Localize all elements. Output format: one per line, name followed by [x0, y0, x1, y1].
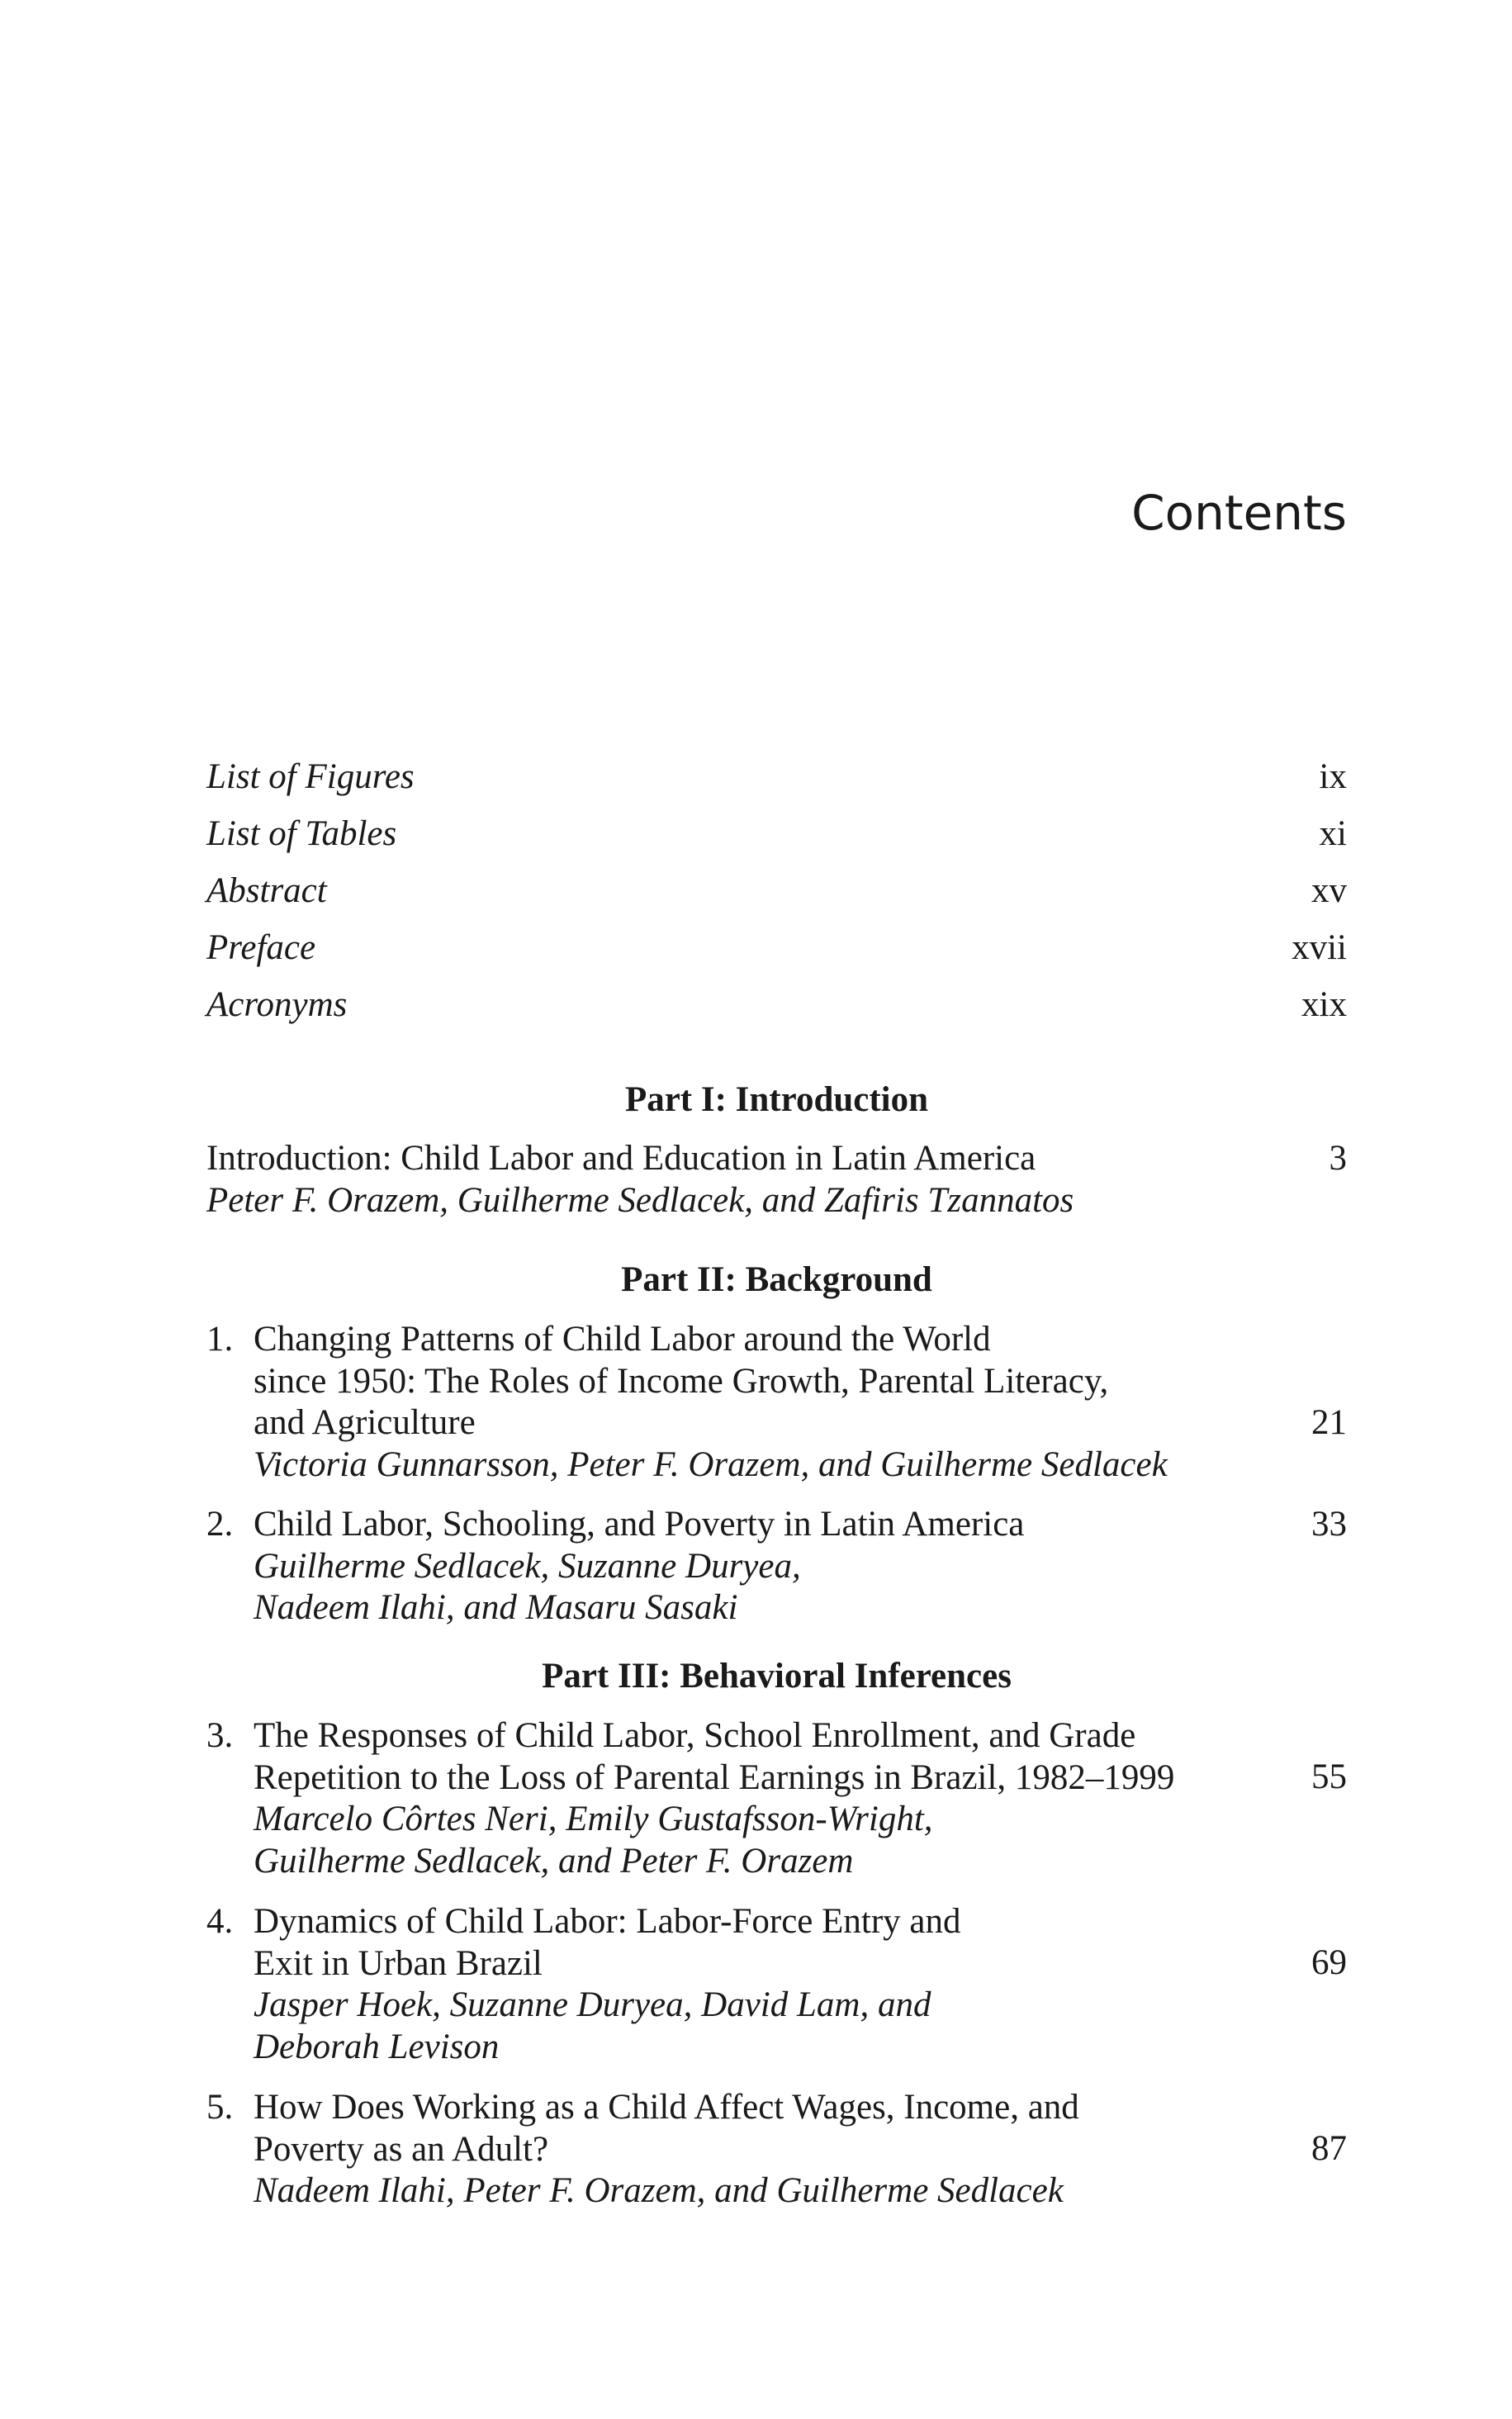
toc-entry-title-line: Introduction: Child Labor and Education in Latin America	[206, 1139, 1036, 1178]
page-title: Contents	[1131, 484, 1347, 541]
toc-entry[interactable]	[206, 1901, 1347, 2068]
toc-entry[interactable]	[206, 1319, 1347, 1486]
toc-entry[interactable]	[206, 2087, 1347, 2213]
toc-page-number: xi	[1319, 814, 1347, 853]
toc-front-label: List of Tables	[206, 814, 397, 853]
toc-entry-number: 3.	[206, 1716, 234, 1755]
toc-entry-authors-line: Guilherme Sedlacek, and Peter F. Orazem	[254, 1841, 854, 1881]
toc-page-number: 87	[1311, 2129, 1347, 2168]
toc-entry-authors-line: Nadeem Ilahi, Peter F. Orazem, and Guilherme Sedlacek	[254, 2171, 1064, 2210]
toc-front-label: List of Figures	[206, 757, 415, 796]
toc-entry-authors-line: Nadeem Ilahi, and Masaru Sasaki	[254, 1588, 738, 1627]
toc-entry-number: 1.	[206, 1320, 234, 1359]
toc-entry-body	[206, 1138, 1280, 1221]
toc-entry-title-line: Exit in Urban Brazil	[254, 1943, 543, 1983]
toc-entry-authors-line: Marcelo Côrtes Neri, Emily Gustafsson-Wright,	[254, 1800, 933, 1838]
toc-front-label: Acronyms	[206, 985, 348, 1024]
toc-entry-authors-line: Victoria Gunnarsson, Peter F. Orazem, and Guilherme Sedlacek	[254, 1444, 1168, 1484]
toc-entry-authors-line: Deborah Levison	[254, 2027, 500, 2066]
toc-page-number: xix	[1301, 985, 1347, 1024]
toc-entry-number: 5.	[206, 2088, 234, 2127]
toc-front-item[interactable]	[206, 756, 1347, 799]
toc-entry-number: 4.	[206, 1902, 234, 1941]
toc-entry-body	[254, 2087, 1261, 2213]
toc-entry-authors-line: Guilherme Sedlacek, Suzanne Duryea,	[254, 1546, 801, 1586]
toc-front-label: Preface	[206, 928, 316, 967]
toc-entry-title-line: The Responses of Child Labor, School Enrollment, and Grade	[254, 1716, 1136, 1755]
toc-entry-authors-line: Jasper Hoek, Suzanne Duryea, David Lam, and	[254, 1985, 931, 2024]
toc-page-number: 69	[1311, 1943, 1347, 1982]
toc-entry-title-line: Changing Patterns of Child Labor around the World	[254, 1320, 991, 1359]
toc-entry-title-line: Dynamics of Child Labor: Labor-Force Entry and	[254, 1902, 961, 1941]
part-heading: Part I: Introduction	[624, 1080, 929, 1119]
toc-page-number: ix	[1319, 757, 1347, 796]
toc-entry-title-line: Child Labor, Schooling, and Poverty in Latin America	[254, 1505, 1025, 1544]
toc-entry-title-line: Repetition to the Loss of Parental Earnings in Brazil, 1982–1999	[254, 1757, 1175, 1797]
toc-page-number: xv	[1311, 871, 1347, 910]
toc-entry-authors-line: Peter F. Orazem, Guilherme Sedlacek, and Zafiris Tzannatos	[206, 1180, 1074, 1220]
toc-entry-title-line: How Does Working as a Child Affect Wages, Income, and	[254, 2088, 1079, 2127]
part-heading: Part II: Background	[621, 1260, 932, 1299]
toc-entry-body	[254, 1319, 1261, 1486]
toc-front-item[interactable]	[206, 813, 1347, 856]
toc-entry[interactable]	[206, 1715, 1347, 1882]
part-heading: Part III: Behavioral Inferences	[542, 1657, 1012, 1696]
toc-entry-title-line: Poverty as an Adult?	[254, 2129, 549, 2169]
toc-entry-number: 2.	[206, 1505, 234, 1544]
toc-front-item[interactable]	[206, 927, 1347, 970]
toc-page-number: xvii	[1292, 928, 1347, 967]
toc-entry[interactable]	[206, 1504, 1347, 1629]
toc-entry-body	[254, 1504, 1261, 1629]
toc-entry-body	[254, 1715, 1261, 1882]
toc-page-number: 3	[1329, 1139, 1347, 1178]
toc-entry-title-line: and Agriculture	[254, 1403, 476, 1442]
toc-entry[interactable]	[206, 1138, 1347, 1221]
toc-front-item[interactable]	[206, 984, 1347, 1027]
toc-front-item[interactable]	[206, 870, 1347, 913]
toc-entry-title-line: since 1950: The Roles of Income Growth, Parental Literacy,	[254, 1361, 1109, 1401]
toc-page-number: 55	[1311, 1757, 1347, 1796]
toc-front-label: Abstract	[206, 871, 327, 910]
toc-page-number: 33	[1311, 1505, 1347, 1544]
toc-page-number: 21	[1311, 1403, 1347, 1442]
toc-entry-body	[254, 1901, 1261, 2068]
